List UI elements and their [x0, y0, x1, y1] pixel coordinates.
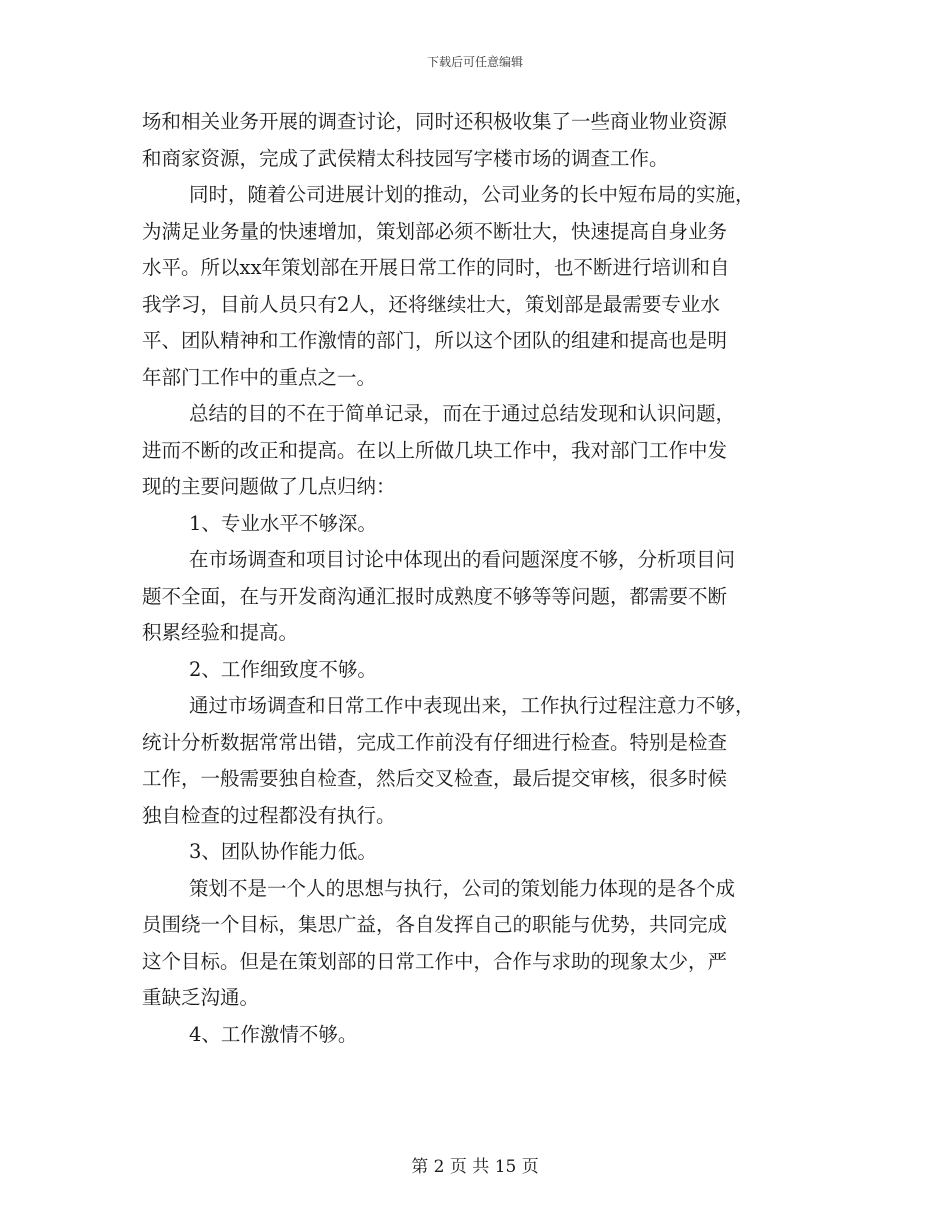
body-line: 独自检查的过程都没有执行。	[142, 803, 396, 827]
section-heading-3: 3、团队协作能力低。	[189, 840, 377, 863]
body-line: 年部门工作中的重点之一。	[142, 365, 377, 389]
section-heading-4: 4、工作激情不够。	[189, 1022, 358, 1046]
header-note: 下载后可任意编辑	[426, 55, 523, 69]
body-line: 场和相关业务开展的调查讨论，同时还积极收集了一些商业物业资源	[142, 110, 728, 133]
paragraph-start-line: 策划不是一个人的思想与执行，公司的策划能力体现的是各个成	[189, 876, 736, 900]
section-heading-1: 1、专业水平不够深。	[189, 511, 377, 535]
body-line: 我学习，目前人员只有2人，还将继续壮大，策划部是最需要专业水	[142, 292, 720, 316]
body-line: 为满足业务量的快速增加，策划部必须不断壮大，快速提高自身业务	[142, 219, 728, 243]
page-number-footer: 第 2 页 共 15 页	[411, 1157, 539, 1177]
body-line: 这个目标。但是在策划部的日常工作中，合作与求助的现象太少，严	[142, 949, 728, 973]
body-line: 重缺乏沟通。	[142, 986, 260, 1009]
body-line: 积累经验和提高。	[142, 621, 299, 644]
body-line: 统计分析数据常常出错，完成工作前没有仔细进行检查。特别是检查	[142, 730, 728, 754]
body-line: 工作，一般需要独自检查，然后交叉检查，最后提交审核，很多时候	[142, 767, 728, 790]
body-line: 和商家资源，完成了武侯精太科技园写字楼市场的调查工作。	[142, 146, 669, 170]
body-line: 水平。所以xx年策划部在开展日常工作的同时，也不断进行培训和自	[142, 256, 730, 279]
paragraph-start-line: 总结的目的不在于简单记录，而在于通过总结发现和认识问题，	[189, 402, 736, 425]
document-body	[142, 104, 810, 1053]
paragraph-start-line: 同时，随着公司进展计划的推动，公司业务的长中短布局的实施，	[189, 183, 755, 206]
body-line: 平、团队精神和工作激情的部门，所以这个团队的组建和提高也是明	[142, 329, 728, 352]
section-heading-2: 2、工作细致度不够。	[189, 657, 377, 681]
paragraph-start-line: 在市场调查和项目讨论中体现出的看问题深度不够，分析项目问	[189, 548, 736, 571]
body-line: 现的主要问题做了几点归纳：	[142, 475, 396, 498]
body-line: 员围绕一个目标，集思广益，各自发挥自己的职能与优势，共同完成	[142, 913, 728, 936]
body-line: 题不全面，在与开发商沟通汇报时成熟度不够等等问题，都需要不断	[142, 584, 728, 608]
paragraph-start-line: 通过市场调查和日常工作中表现出来，工作执行过程注意力不够，	[189, 694, 755, 717]
body-line: 进而不断的改正和提高。在以上所做几块工作中，我对部门工作中发	[142, 438, 728, 462]
